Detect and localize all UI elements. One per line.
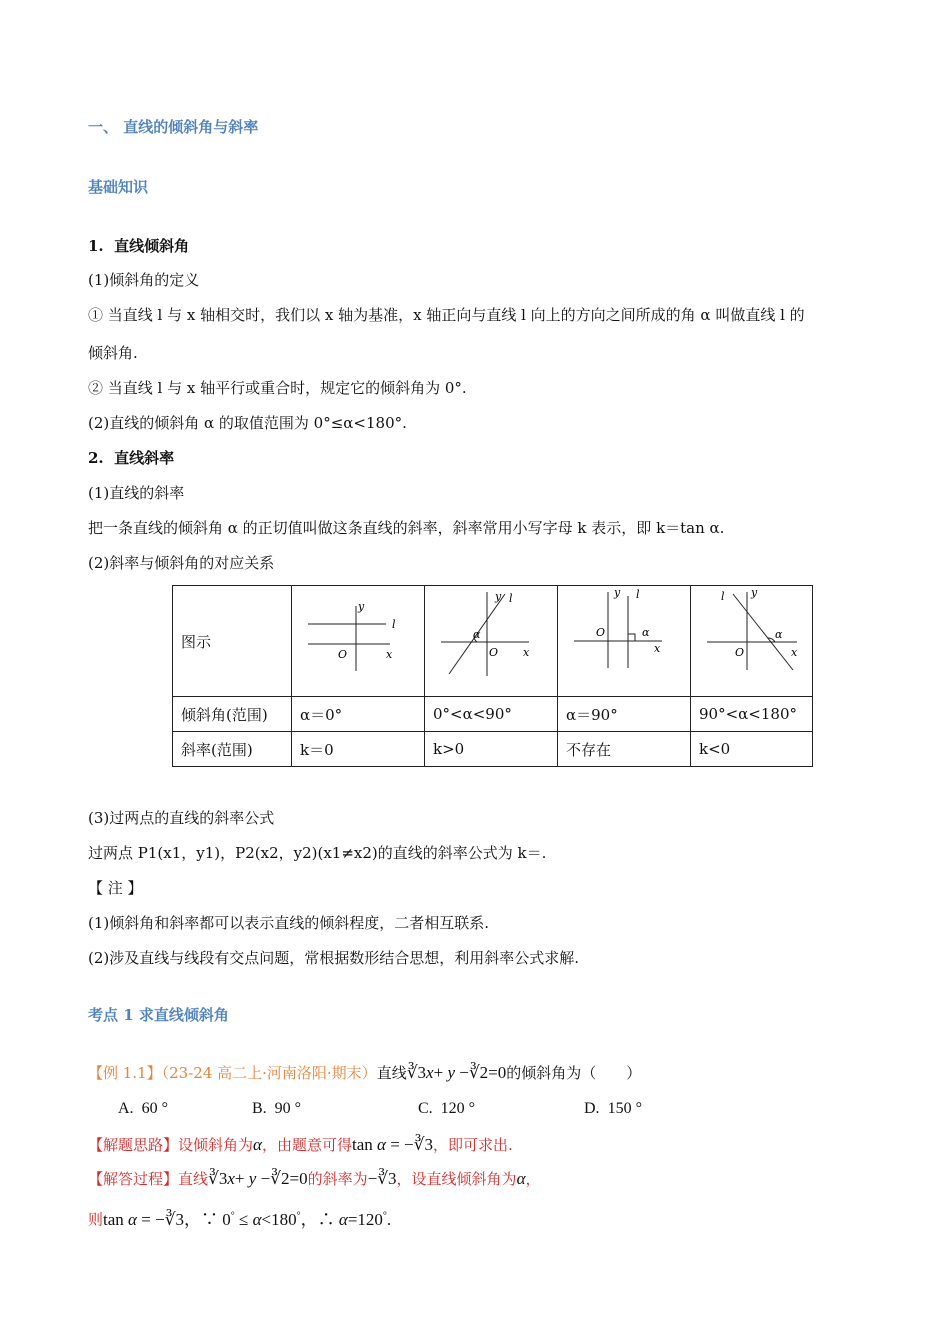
idea-post: ，即可求出. bbox=[432, 1136, 513, 1154]
idea-pre: 设倾斜角为 bbox=[178, 1136, 254, 1154]
table-cell: k>0 bbox=[425, 732, 558, 767]
option-label: A. bbox=[118, 1100, 134, 1117]
end-period: . bbox=[386, 1209, 392, 1229]
figure-obtuse bbox=[691, 586, 813, 697]
degree-mark: ° bbox=[230, 1210, 235, 1221]
equation bbox=[208, 1169, 308, 1188]
x-axis-label: x bbox=[791, 646, 798, 659]
degree-mark: ° bbox=[382, 1210, 387, 1221]
origin-label: O bbox=[489, 646, 499, 659]
eq-x: x bbox=[426, 1063, 434, 1082]
eq-minus: − bbox=[459, 1063, 469, 1082]
option-value: 150 ° bbox=[607, 1100, 642, 1117]
option-label: C. bbox=[418, 1100, 433, 1117]
alpha-symbol: α bbox=[338, 1209, 348, 1229]
note-1: (1)倾斜角和斜率都可以表示直线的倾斜程度，二者相互联系. bbox=[88, 914, 490, 932]
origin-label: O bbox=[735, 646, 745, 659]
origin-label: O bbox=[338, 648, 348, 661]
cube-root-symbol: ∛ bbox=[413, 1135, 425, 1154]
eq-x: x bbox=[227, 1169, 235, 1188]
stem-post: 的倾斜角为（ ） bbox=[506, 1064, 642, 1082]
process-then: 则 bbox=[88, 1210, 104, 1229]
figure-horizontal bbox=[292, 586, 425, 697]
kaodian-heading: 考点 1 求直线倾斜角 bbox=[88, 1006, 229, 1024]
cube-root-symbol: ∛ bbox=[468, 1063, 480, 1082]
option-d[interactable] bbox=[584, 1100, 642, 1118]
table-cell: 0°<α<90° bbox=[425, 697, 558, 732]
alpha-symbol: α bbox=[252, 1209, 262, 1229]
process-pre: 直线 bbox=[178, 1170, 209, 1188]
slope-definition: 把一条直线的倾斜角 α 的正切值叫做这条直线的斜率，斜率常用小写字母 k 表示，即 k＝tan α. bbox=[88, 519, 725, 537]
option-value: 60 ° bbox=[141, 1100, 168, 1117]
eq-root2: 2 bbox=[479, 1063, 489, 1082]
eq-plus: + bbox=[433, 1063, 444, 1082]
line-label: l bbox=[392, 618, 396, 631]
definition-1-line1: ① 当直线 l 与 x 轴相交时，我们以 x 轴为基准，x 轴正向与直线 l 向上的方向之间所成的角 α 叫做直线 l 的 bbox=[88, 306, 805, 324]
table-cell-label: 图示 bbox=[173, 586, 292, 697]
lt-text: <180 bbox=[261, 1209, 297, 1229]
process-tag: 【解答过程】 bbox=[88, 1170, 179, 1188]
figure-vertical bbox=[558, 586, 691, 697]
process-mid: 的斜率为 bbox=[307, 1170, 368, 1188]
eq-plus: + bbox=[234, 1169, 245, 1188]
note-2: (2)涉及直线与线段有交点问题，常根据数形结合思想，利用斜率公式求解. bbox=[88, 949, 580, 967]
slope-value bbox=[368, 1169, 397, 1188]
table-row-angles bbox=[173, 697, 813, 732]
eq-zero: =0 bbox=[289, 1169, 308, 1188]
table-cell: k＝0 bbox=[292, 732, 425, 767]
table-cell-label: 倾斜角(范围) bbox=[173, 697, 292, 732]
therefore-text: ，∴ bbox=[300, 1209, 335, 1229]
cube-root-symbol: ∛ bbox=[164, 1209, 176, 1229]
origin-label: O bbox=[596, 626, 606, 639]
alpha-symbol: α bbox=[128, 1209, 137, 1229]
line-label: l bbox=[509, 592, 513, 605]
basics-heading: 基础知识 bbox=[88, 178, 149, 196]
solution-process-line2 bbox=[88, 1206, 391, 1230]
graph-obtuse-line bbox=[699, 586, 812, 696]
cube-root-symbol: ∛ bbox=[270, 1169, 281, 1188]
option-value: 90 ° bbox=[274, 1100, 302, 1117]
heading-slope bbox=[88, 448, 174, 468]
y-axis-label: y bbox=[751, 586, 758, 599]
eq-neg: = − bbox=[390, 1135, 414, 1154]
note-label: 【 注 】 bbox=[88, 879, 143, 897]
relation-label: (2)斜率与倾斜角的对应关系 bbox=[88, 554, 275, 572]
table-row-slopes bbox=[173, 732, 813, 767]
formula-label: (3)过两点的直线的斜率公式 bbox=[88, 809, 275, 827]
alpha-symbol: α bbox=[377, 1135, 386, 1154]
cube-root-symbol: ∛ bbox=[406, 1063, 418, 1082]
process-comma: ， bbox=[525, 1170, 541, 1188]
slope-label: (1)直线的斜率 bbox=[88, 484, 185, 502]
option-a[interactable] bbox=[118, 1100, 168, 1118]
table-cell: 90°<α<180° bbox=[691, 697, 813, 732]
slope-angle-table bbox=[172, 585, 813, 767]
le-sign: ≤ bbox=[239, 1209, 249, 1229]
heading-inclination bbox=[88, 236, 189, 256]
result-text: =120 bbox=[347, 1209, 383, 1229]
idea-tag: 【解题思路】 bbox=[88, 1136, 179, 1154]
y-axis-label: y bbox=[358, 600, 365, 613]
figure-acute bbox=[425, 586, 558, 697]
alpha-symbol: α bbox=[253, 1135, 262, 1154]
line-label: l bbox=[636, 588, 640, 601]
process-post: ，设直线倾斜角为 bbox=[396, 1170, 517, 1188]
neg-sign: − bbox=[367, 1169, 378, 1188]
alpha-symbol: α bbox=[516, 1169, 526, 1188]
example-source: （23-24 高二上·河南洛阳·期末） bbox=[161, 1064, 377, 1082]
option-label: D. bbox=[584, 1100, 600, 1117]
tan-text: tan bbox=[103, 1209, 124, 1229]
tan-text: tan bbox=[351, 1135, 373, 1154]
alpha-label: α bbox=[775, 628, 783, 641]
idea-equation bbox=[352, 1135, 433, 1154]
eq-root3: 3 bbox=[175, 1209, 185, 1229]
because-text: ，∵ 0 bbox=[184, 1209, 231, 1229]
option-b[interactable] bbox=[252, 1100, 301, 1118]
eq-root3: 3 bbox=[388, 1169, 397, 1188]
formula-text: 过两点 P1(x1，y1)，P2(x2，y2)(x1≠x2)的直线的斜率公式为 k＝. bbox=[88, 844, 547, 862]
eq-zero: =0 bbox=[488, 1063, 507, 1082]
eq-y: y bbox=[248, 1169, 257, 1188]
degree-mark: ° bbox=[296, 1210, 301, 1221]
x-axis-label: x bbox=[523, 646, 530, 659]
cube-root-symbol: ∛ bbox=[377, 1169, 389, 1188]
angle-range: (2)直线的倾斜角 α 的取值范围为 0°≤α<180°. bbox=[88, 414, 407, 432]
table-row-figures bbox=[173, 586, 813, 697]
idea-mid: ，由题意可得 bbox=[261, 1136, 352, 1154]
eq-root3: 3 bbox=[218, 1169, 228, 1188]
graph-vertical-line bbox=[566, 586, 690, 696]
table-cell: α＝90° bbox=[558, 697, 691, 732]
solution-idea bbox=[88, 1135, 513, 1155]
eq-y: y bbox=[447, 1063, 455, 1082]
definition-1-line2: 倾斜角. bbox=[88, 344, 138, 362]
eq-root3: 3 bbox=[424, 1135, 433, 1154]
eq-minus: − bbox=[260, 1169, 271, 1188]
heading-number: 2. bbox=[88, 449, 104, 467]
stem-pre: 直线 bbox=[376, 1064, 407, 1082]
eq-neg: = − bbox=[141, 1209, 165, 1229]
heading-text: 直线倾斜角 bbox=[114, 237, 190, 255]
table-cell: α＝0° bbox=[292, 697, 425, 732]
example-stem bbox=[88, 1063, 641, 1083]
eq-root3: 3 bbox=[417, 1063, 427, 1082]
line-label: l bbox=[721, 590, 725, 603]
solution-process-line1 bbox=[88, 1169, 541, 1189]
section-title: 一、 直线的倾斜角与斜率 bbox=[88, 118, 259, 136]
table-cell: k<0 bbox=[691, 732, 813, 767]
y-axis-label: y bbox=[495, 590, 502, 603]
graph-acute-line bbox=[433, 586, 557, 696]
definition-label: (1)倾斜角的定义 bbox=[88, 271, 200, 289]
process-equation bbox=[103, 1210, 391, 1229]
option-label: B. bbox=[252, 1100, 267, 1117]
alpha-label: α bbox=[473, 628, 481, 641]
option-c[interactable] bbox=[418, 1100, 475, 1118]
equation bbox=[407, 1063, 507, 1082]
definition-2: ② 当直线 l 与 x 轴平行或重合时，规定它的倾斜角为 0°. bbox=[88, 379, 467, 397]
cube-root-symbol: ∛ bbox=[208, 1169, 219, 1188]
graph-horizontal-line bbox=[300, 586, 424, 696]
option-value: 120 ° bbox=[440, 1100, 476, 1117]
x-axis-label: x bbox=[654, 642, 661, 655]
x-axis-label: x bbox=[386, 648, 393, 661]
table-cell-label: 斜率(范围) bbox=[173, 732, 292, 767]
heading-number: 1. bbox=[88, 237, 104, 255]
eq-root2: 2 bbox=[281, 1169, 290, 1188]
heading-text: 直线斜率 bbox=[114, 449, 175, 467]
example-tag: 【例 1.1】 bbox=[88, 1064, 162, 1082]
table-cell: 不存在 bbox=[558, 732, 691, 767]
alpha-label: α bbox=[642, 626, 650, 639]
y-axis-label: y bbox=[614, 586, 621, 599]
